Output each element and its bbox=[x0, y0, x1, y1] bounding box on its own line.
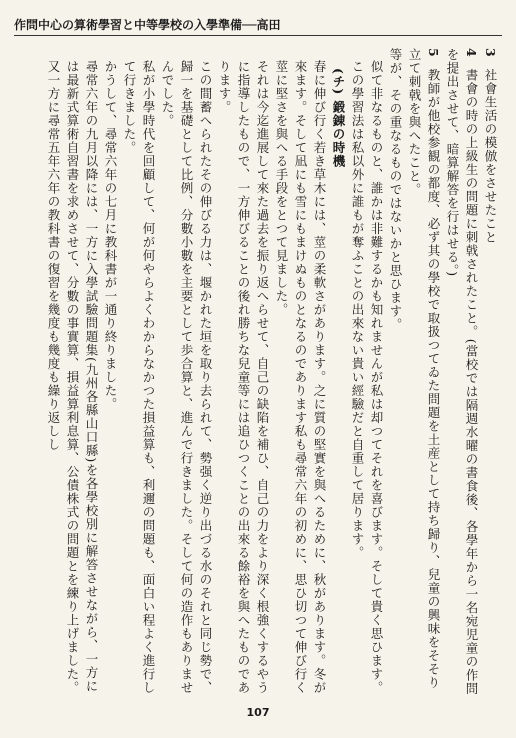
paragraph: 似て非なるものと、誰かは非難するかも知れませんが私は却つてそれを喜びます。そして貴く思ひます。この學習法は私以外に誰もが奪ふことの出來ない貴い經驗だと自重して居ります。 bbox=[350, 60, 384, 695]
paragraph: それは今迄進展して來た過去を振り返へらせて、自己の缺陷を補ひ、自己の力をより深く根強くするやうに指導したもので、一方伸びることの後れ勝ちな兒童等には追ひつくことの出來る餘裕を與へたものであります。 bbox=[217, 60, 270, 695]
section-heading: (チ) 鍛錬の時機 bbox=[331, 68, 346, 169]
item-number: 3 bbox=[483, 48, 498, 58]
paragraph: 尋常六年の九月以降には、一方に入學試驗問題集(九州各縣山口縣)を各學校別に解答させながら、一方には最新式算術自習書を求めさせて、分數の事實算、損益算利息算、公債株式の問題とを練り上げました。又一方に尋常五年六年の教科書の復習を幾度も幾度も繰り返しし bbox=[46, 60, 99, 695]
page-number: 107 bbox=[246, 706, 270, 719]
item-number: 5 bbox=[426, 48, 441, 58]
header-rule bbox=[14, 35, 502, 36]
list-item bbox=[443, 48, 481, 698]
list-item bbox=[405, 48, 443, 698]
paragraph: 等が、その重なるものではないかと思ひます。 bbox=[388, 48, 403, 332]
item-text: 社會生活の模倣をさせたこと bbox=[483, 68, 498, 245]
item-number: 4 bbox=[464, 48, 479, 58]
paragraph: 春に伸び行く若き草木には、莖の柔軟さがあります。之に質の堅實を與へるために、秋があります。冬が來ます。そして凪にも雪にもまけぬものとなるのであります私も尋常六年の初めに、思ひ切つて伸び行く莖に堅さを與へる手段をとつて見ました。 bbox=[274, 60, 327, 695]
running-header: 作問中心の算術學習と中等學校の入學準備──高田 bbox=[14, 18, 281, 32]
item-text: 教師が他校参観の都度、必ず其の學校で取扱つてゐた問題を土産として持ち歸り、兒童の興味をそそり立て刺戟を與へたこと。 bbox=[407, 48, 441, 690]
paragraph: この間蓄へられたその伸びる力は、堰かれた垣を取り去られて、勢强く逆り出づる水のそれと同じ勢で、歸一を基礎として比例、分數小數を主要として歩合算と、進んで行きました。そして何の造作もありませんでした。 bbox=[160, 60, 213, 695]
vertical-body-text bbox=[18, 48, 500, 698]
item-text: 書會の時の上級生の問題に刺戟されたこと。(當校では隔週水曜の書食後、各學年から一名宛児童の作問を提出させて、暗算解答を行はせる。) bbox=[445, 48, 479, 696]
list-item bbox=[481, 48, 500, 698]
paragraph: 私が小學時代を回顧して、何が何やらよくわからなかつた損益算も、利邇の問題も、面白い程よく進行して行きました。 bbox=[122, 60, 156, 695]
paragraph: かうして、尋常六年の七月に教科書が一通り終りました。 bbox=[103, 60, 118, 411]
